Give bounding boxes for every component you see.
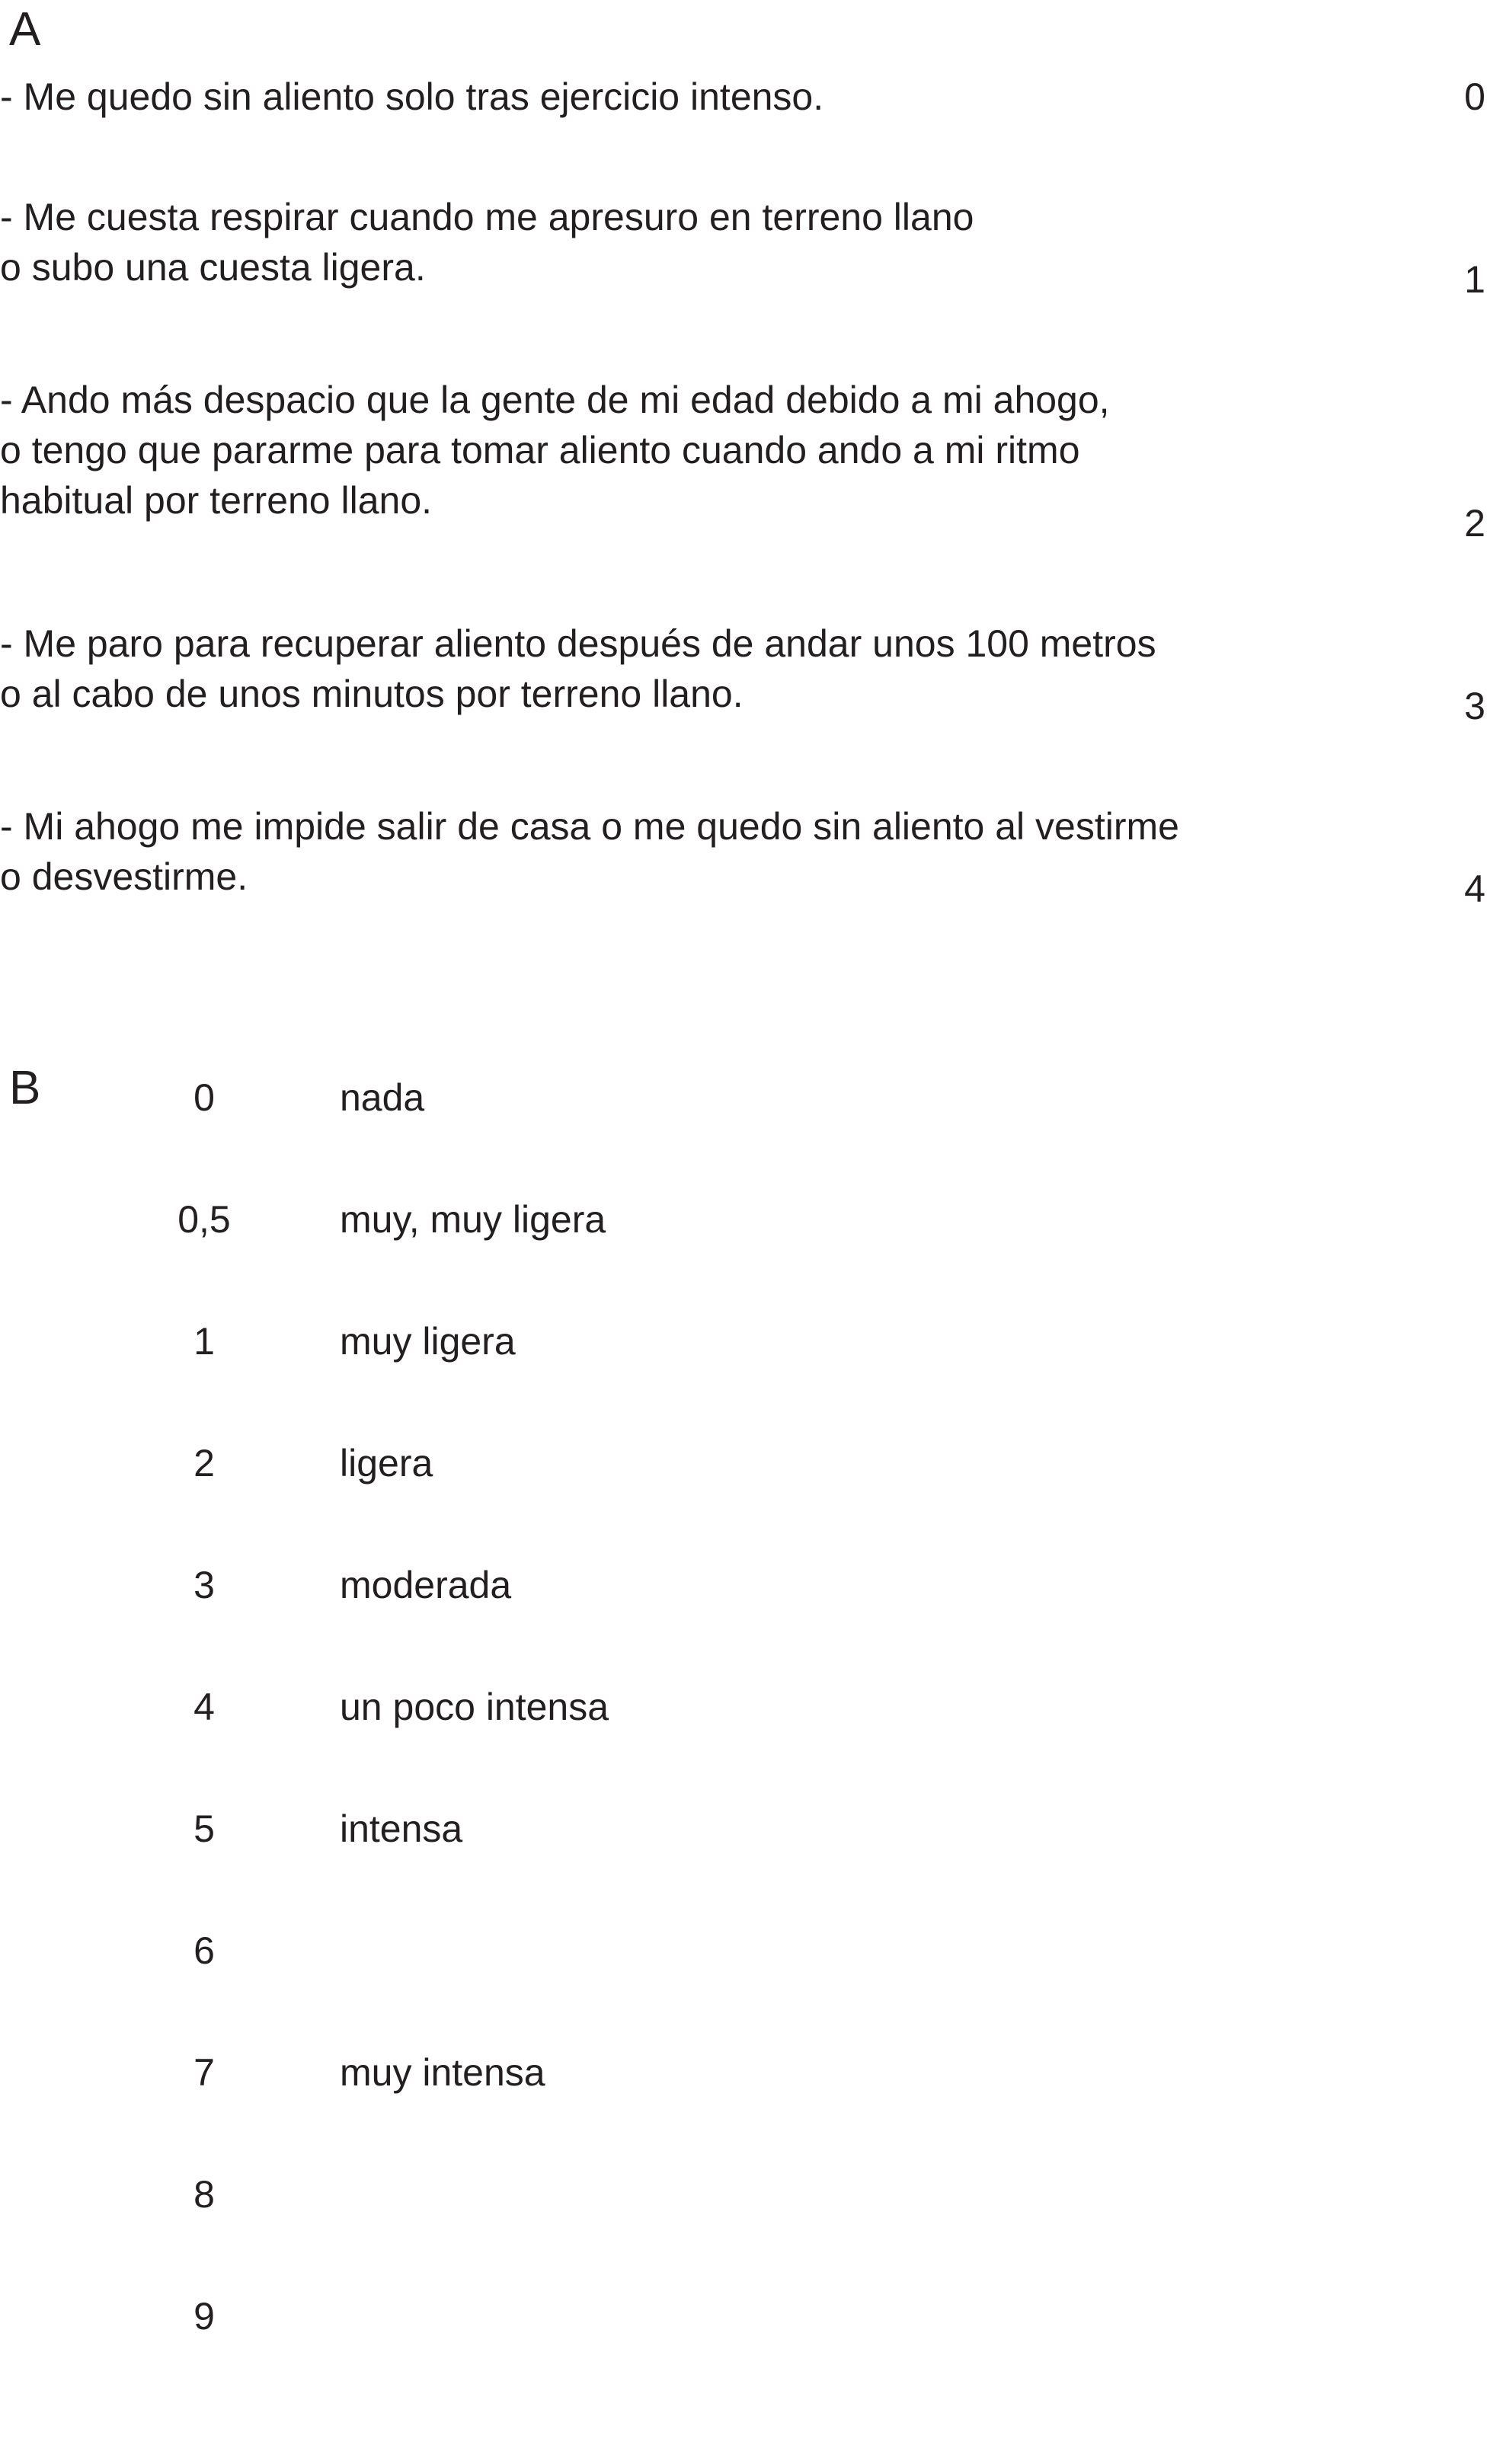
b-row-4-value: 3 [193,1564,215,1606]
section-b-label: B [9,1062,41,1114]
item-2-line-2: o tengo que pararme para tomar aliento cuando ando a mi ritmo [0,429,1080,471]
b-row-9-value: 8 [193,2173,215,2216]
b-row-2-desc: muy ligera [340,1320,516,1363]
b-row-3-desc: ligera [340,1442,433,1484]
item-1-line-1: - Me cuesta respirar cuando me apresuro en terreno llano [0,196,974,238]
b-row-5-desc: un poco intensa [340,1686,609,1728]
item-2-line-1: - Ando más despacio que la gente de mi edad debido a mi ahogo, [0,379,1110,421]
b-row-8-value: 7 [193,2051,215,2094]
b-row-6-desc: intensa [340,1807,463,1850]
item-0-score: 0 [1464,75,1485,118]
b-row-2-value: 1 [193,1320,215,1363]
item-0-line-1: - Me quedo sin aliento solo tras ejercicio intenso. [0,75,824,118]
item-3-line-1: - Me paro para recuperar aliento después de andar unos 100 metros [0,622,1156,665]
b-row-4-desc: moderada [340,1564,512,1606]
b-row-10-value: 9 [193,2295,215,2338]
b-row-5-value: 4 [193,1686,215,1728]
item-1-score: 1 [1464,258,1485,301]
b-row-1-desc: muy, muy ligera [340,1198,606,1241]
b-row-6-value: 5 [193,1807,215,1850]
item-2-line-3: habitual por terreno llano. [0,479,433,522]
item-3-line-2: o al cabo de unos minutos por terreno llano. [0,673,744,715]
b-row-3-value: 2 [193,1442,215,1484]
item-1-line-2: o subo una cuesta ligera. [0,246,426,289]
section-a-label: A [9,3,41,56]
b-row-8-desc: muy intensa [340,2051,545,2094]
b-row-0-desc: nada [340,1076,425,1119]
b-row-0-value: 0 [193,1076,215,1119]
b-row-1-value: 0,5 [177,1198,231,1241]
item-4-line-2: o desvestirme. [0,855,248,898]
item-2-score: 2 [1464,502,1485,545]
item-4-score: 4 [1464,868,1485,910]
item-4-line-1: - Mi ahogo me impide salir de casa o me quedo sin aliento al vestirme [0,805,1179,848]
b-row-7-value: 6 [193,1929,215,1972]
item-3-score: 3 [1464,685,1485,727]
